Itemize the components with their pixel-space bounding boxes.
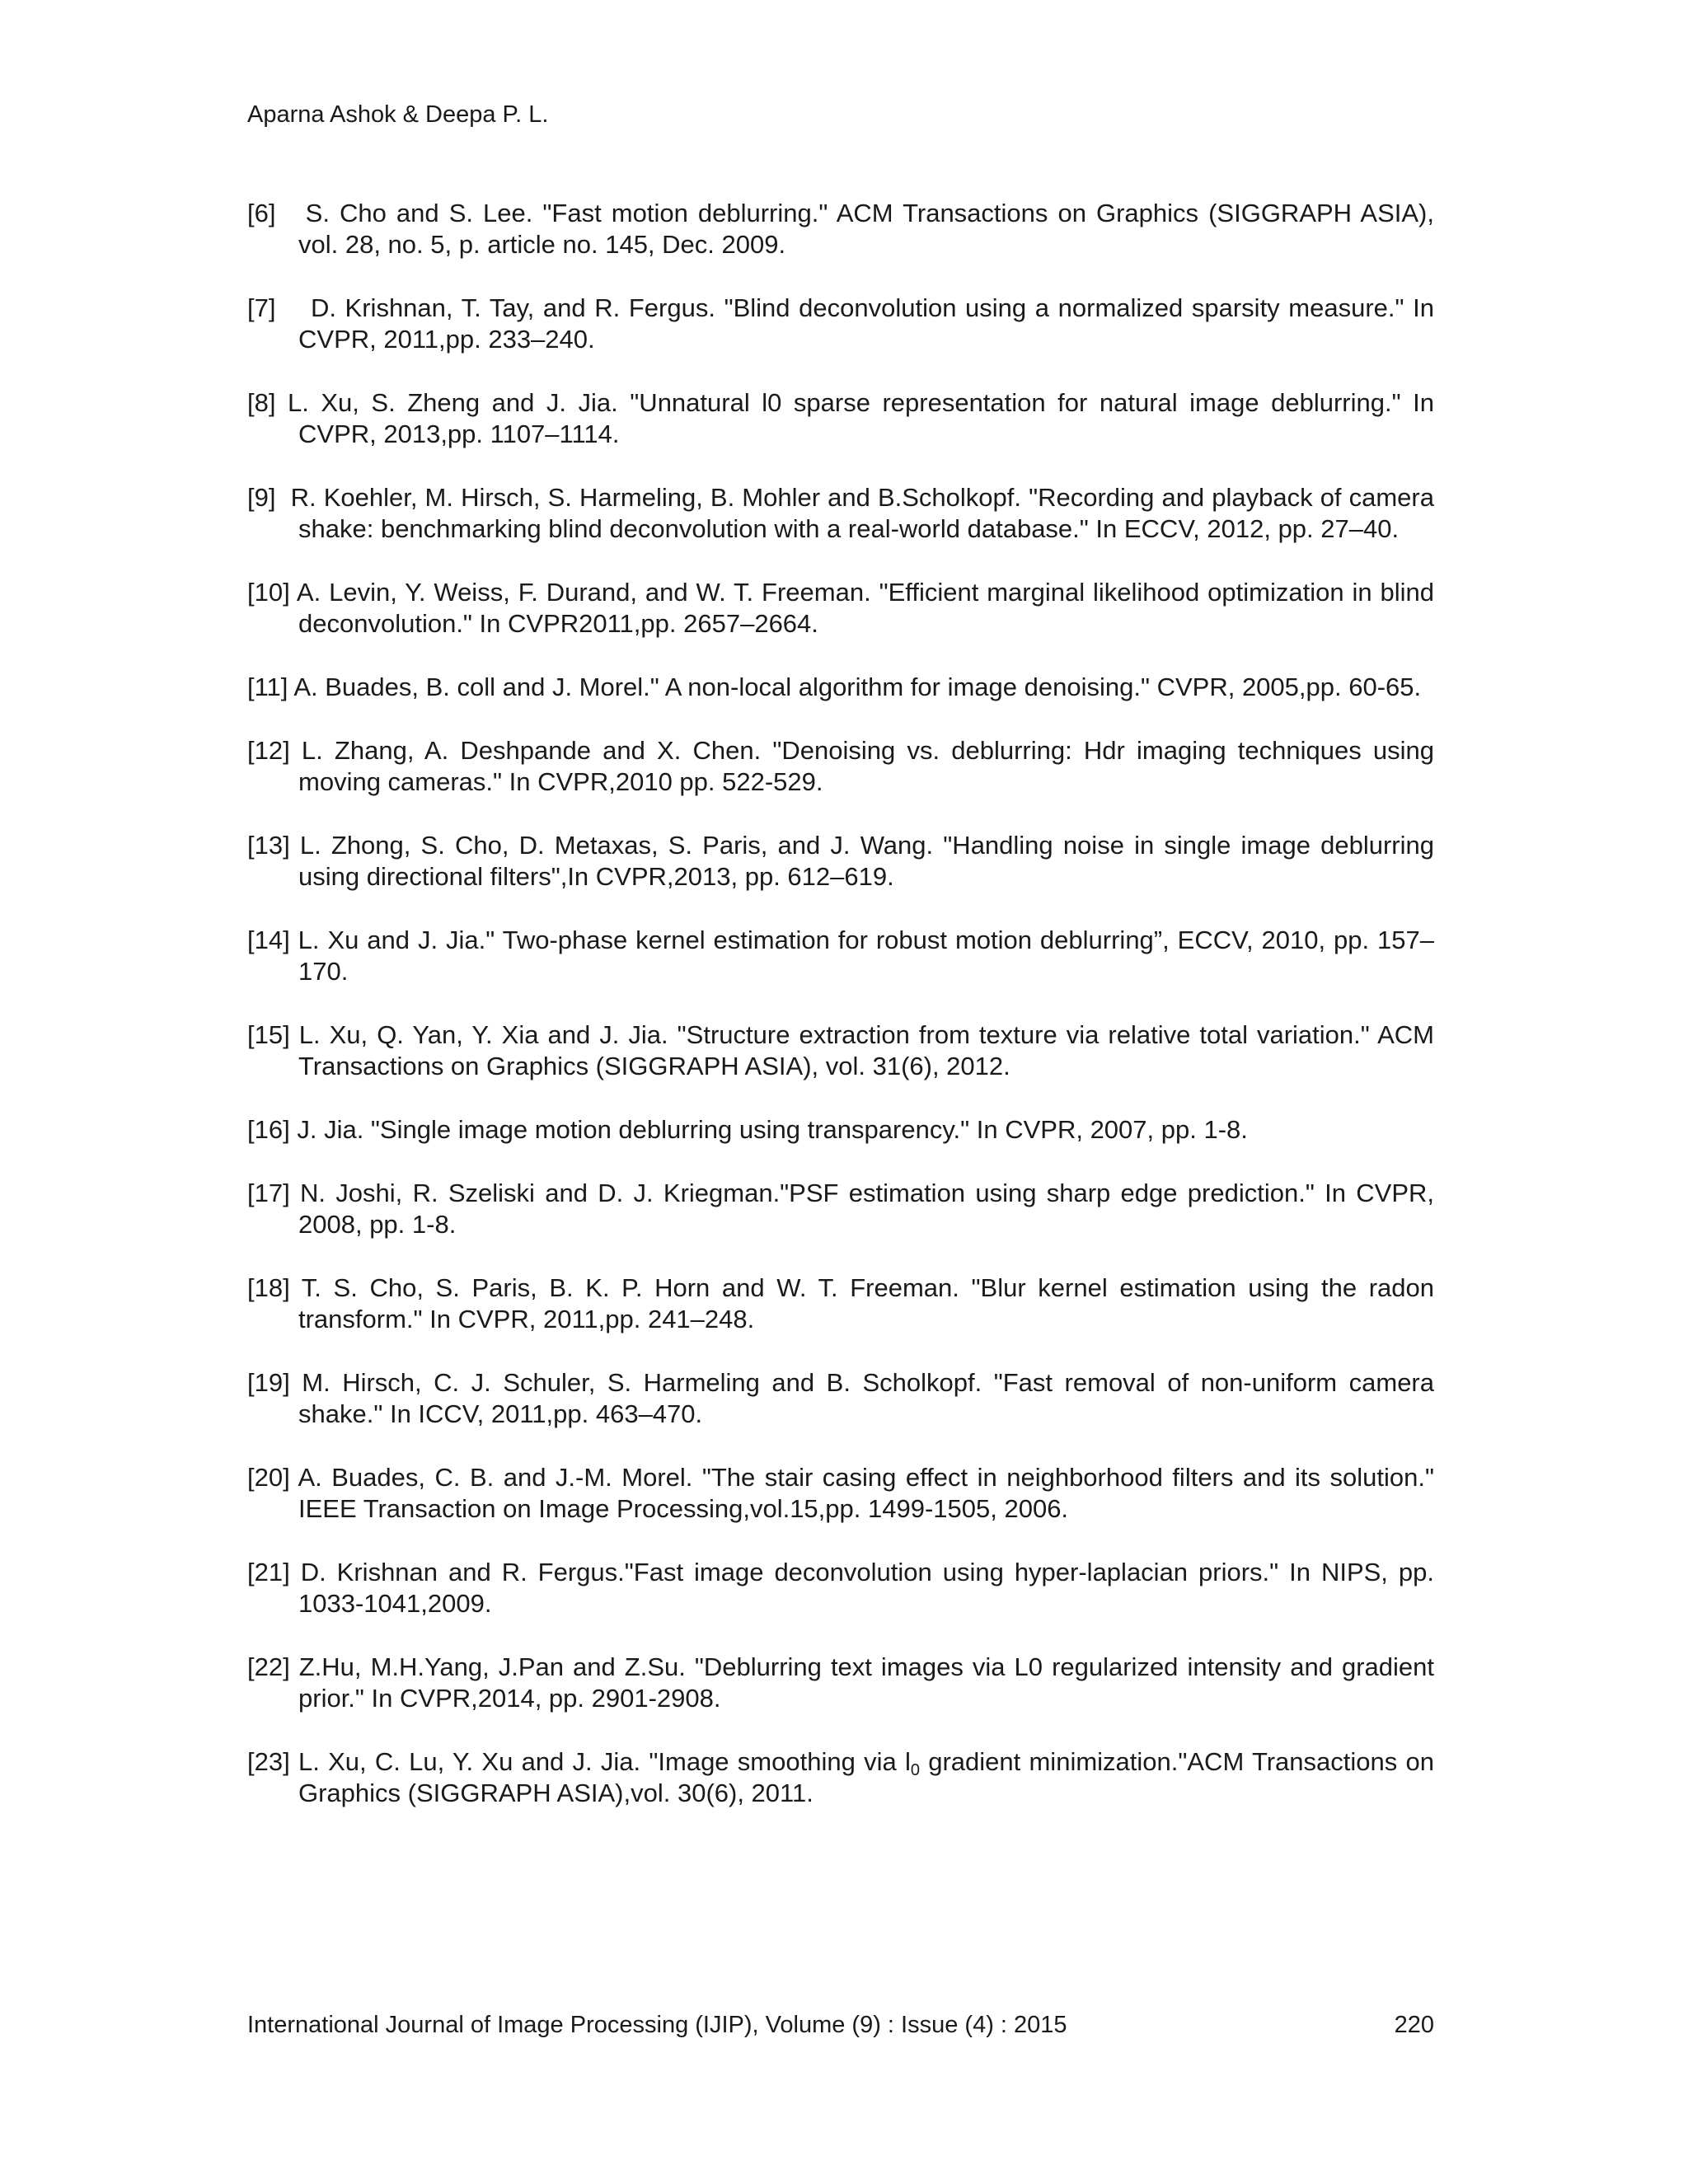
reference-text: T. S. Cho, S. Paris, B. K. P. Horn and W. T. Freeman. "Blur kernel estimation using the radon transform." In CVPR, 2011,pp. 241–248. bbox=[298, 1273, 1434, 1333]
reference-number: [22] bbox=[247, 1652, 290, 1681]
reference-text: L. Zhang, A. Deshpande and X. Chen. "Denoising vs. deblurring: Hdr imaging techniques using moving cameras." In CVPR,2010 pp. 522-529. bbox=[298, 736, 1434, 796]
reference-item bbox=[247, 1178, 1434, 1240]
reference-text: A. Buades, B. coll and J. Morel." A non-local algorithm for image denoising." CVPR, 2005,pp. 60-65. bbox=[293, 673, 1422, 701]
reference-text: L. Xu, Q. Yan, Y. Xia and J. Jia. "Structure extraction from texture via relative total variation." ACM Transactions on Graphics (SIGGRAPH ASIA), vol. 31(6), 2012. bbox=[298, 1020, 1434, 1080]
reference-text: L. Xu and J. Jia." Two-phase kernel estimation for robust motion deblurring”, ECCV, 2010, pp. 157–170. bbox=[298, 926, 1434, 986]
reference-item bbox=[247, 735, 1434, 798]
reference-number: [21] bbox=[247, 1558, 290, 1586]
reference-text: R. Koehler, M. Hirsch, S. Harmeling, B. Mohler and B.Scholkopf. "Recording and playback of camera shake: benchmarking blind deconvolution with a real-world database." In ECCV, 2012, pp. 27–40. bbox=[290, 483, 1434, 543]
reference-number: [20] bbox=[247, 1463, 290, 1492]
reference-item bbox=[247, 387, 1434, 450]
reference-number: [16] bbox=[247, 1115, 290, 1144]
reference-item bbox=[247, 293, 1434, 355]
reference-item bbox=[247, 577, 1434, 640]
reference-text: L. Xu, S. Zheng and J. Jia. "Unnatural l0 sparse representation for natural image deblurring." In CVPR, 2013,pp. 1107–1114. bbox=[288, 388, 1434, 448]
reference-item bbox=[247, 482, 1434, 545]
reference-number: [15] bbox=[247, 1020, 290, 1049]
reference-text: D. Krishnan, T. Tay, and R. Fergus. "Blind deconvolution using a normalized sparsity measure." In CVPR, 2011,pp. 233–240. bbox=[298, 293, 1434, 354]
reference-text: D. Krishnan and R. Fergus."Fast image deconvolution using hyper-laplacian priors." In NIPS, pp. 1033-1041,2009. bbox=[298, 1558, 1434, 1618]
reference-text: N. Joshi, R. Szeliski and D. J. Kriegman."PSF estimation using sharp edge prediction." In CVPR, 2008, pp. 1-8. bbox=[298, 1179, 1434, 1239]
reference-list bbox=[247, 198, 1434, 1809]
reference-item bbox=[247, 1367, 1434, 1430]
reference-number: [18] bbox=[247, 1273, 290, 1302]
reference-text-before: L. Xu, C. Lu, Y. Xu and J. Jia. "Image smoothing via l bbox=[298, 1747, 911, 1776]
reference-item bbox=[247, 1114, 1434, 1146]
reference-number: [6] bbox=[247, 199, 276, 227]
reference-text: Z.Hu, M.H.Yang, J.Pan and Z.Su. "Deblurring text images via L0 regularized intensity and gradient prior." In CVPR,2014, pp. 2901-2908. bbox=[298, 1652, 1434, 1713]
reference-item bbox=[247, 672, 1434, 703]
reference-number: [17] bbox=[247, 1179, 290, 1207]
reference-number: [7] bbox=[247, 293, 276, 322]
reference-item bbox=[247, 1557, 1434, 1619]
reference-text: M. Hirsch, C. J. Schuler, S. Harmeling and B. Scholkopf. "Fast removal of non-uniform camera shake." In ICCV, 2011,pp. 463–470. bbox=[298, 1368, 1434, 1428]
reference-number: [19] bbox=[247, 1368, 290, 1397]
footer-journal-citation: International Journal of Image Processing (IJIP), Volume (9) : Issue (4) : 2015 bbox=[247, 2012, 1067, 2038]
reference-text: S. Cho and S. Lee. "Fast motion deblurring." ACM Transactions on Graphics (SIGGRAPH ASIA), vol. 28, no. 5, p. article no. 145, Dec. 2009. bbox=[298, 199, 1434, 259]
reference-item bbox=[247, 1652, 1434, 1714]
reference-number: [8] bbox=[247, 388, 276, 417]
reference-text: J. Jia. "Single image motion deblurring using transparency." In CVPR, 2007, pp. 1-8. bbox=[297, 1115, 1248, 1144]
subscript-zero: 0 bbox=[910, 1761, 920, 1779]
reference-number: [12] bbox=[247, 736, 290, 765]
reference-number: [14] bbox=[247, 926, 290, 954]
running-head-authors: Aparna Ashok & Deepa P. L. bbox=[247, 101, 549, 128]
reference-number: [10] bbox=[247, 578, 290, 607]
reference-item bbox=[247, 1272, 1434, 1335]
reference-text-after: gradient minimization."ACM Transactions on Graphics (SIGGRAPH ASIA),vol. 30(6), 2011. bbox=[298, 1747, 1434, 1807]
reference-text: L. Zhong, S. Cho, D. Metaxas, S. Paris, and J. Wang. "Handling noise in single image deblurring using directional filters",In CVPR,2013, pp. 612–619. bbox=[298, 831, 1434, 891]
reference-number: [9] bbox=[247, 483, 276, 512]
reference-item bbox=[247, 830, 1434, 893]
reference-item bbox=[247, 925, 1434, 987]
reference-number: [13] bbox=[247, 831, 290, 860]
page-number: 220 bbox=[1394, 2012, 1434, 2038]
reference-text: A. Levin, Y. Weiss, F. Durand, and W. T. Freeman. "Efficient marginal likelihood optimization in blind deconvolution." In CVPR2011,pp. 2657–2664. bbox=[296, 578, 1435, 638]
reference-item bbox=[247, 1746, 1434, 1809]
reference-item bbox=[247, 1462, 1434, 1525]
reference-number: [23] bbox=[247, 1747, 290, 1776]
reference-text: A. Buades, C. B. and J.-M. Morel. "The stair casing effect in neighborhood filters and its solution." IEEE Transaction on Image Processing,vol.15,pp. 1499-1505, 2006. bbox=[298, 1463, 1434, 1523]
reference-item bbox=[247, 198, 1434, 260]
reference-item bbox=[247, 1019, 1434, 1082]
reference-number: [11] bbox=[247, 673, 288, 701]
